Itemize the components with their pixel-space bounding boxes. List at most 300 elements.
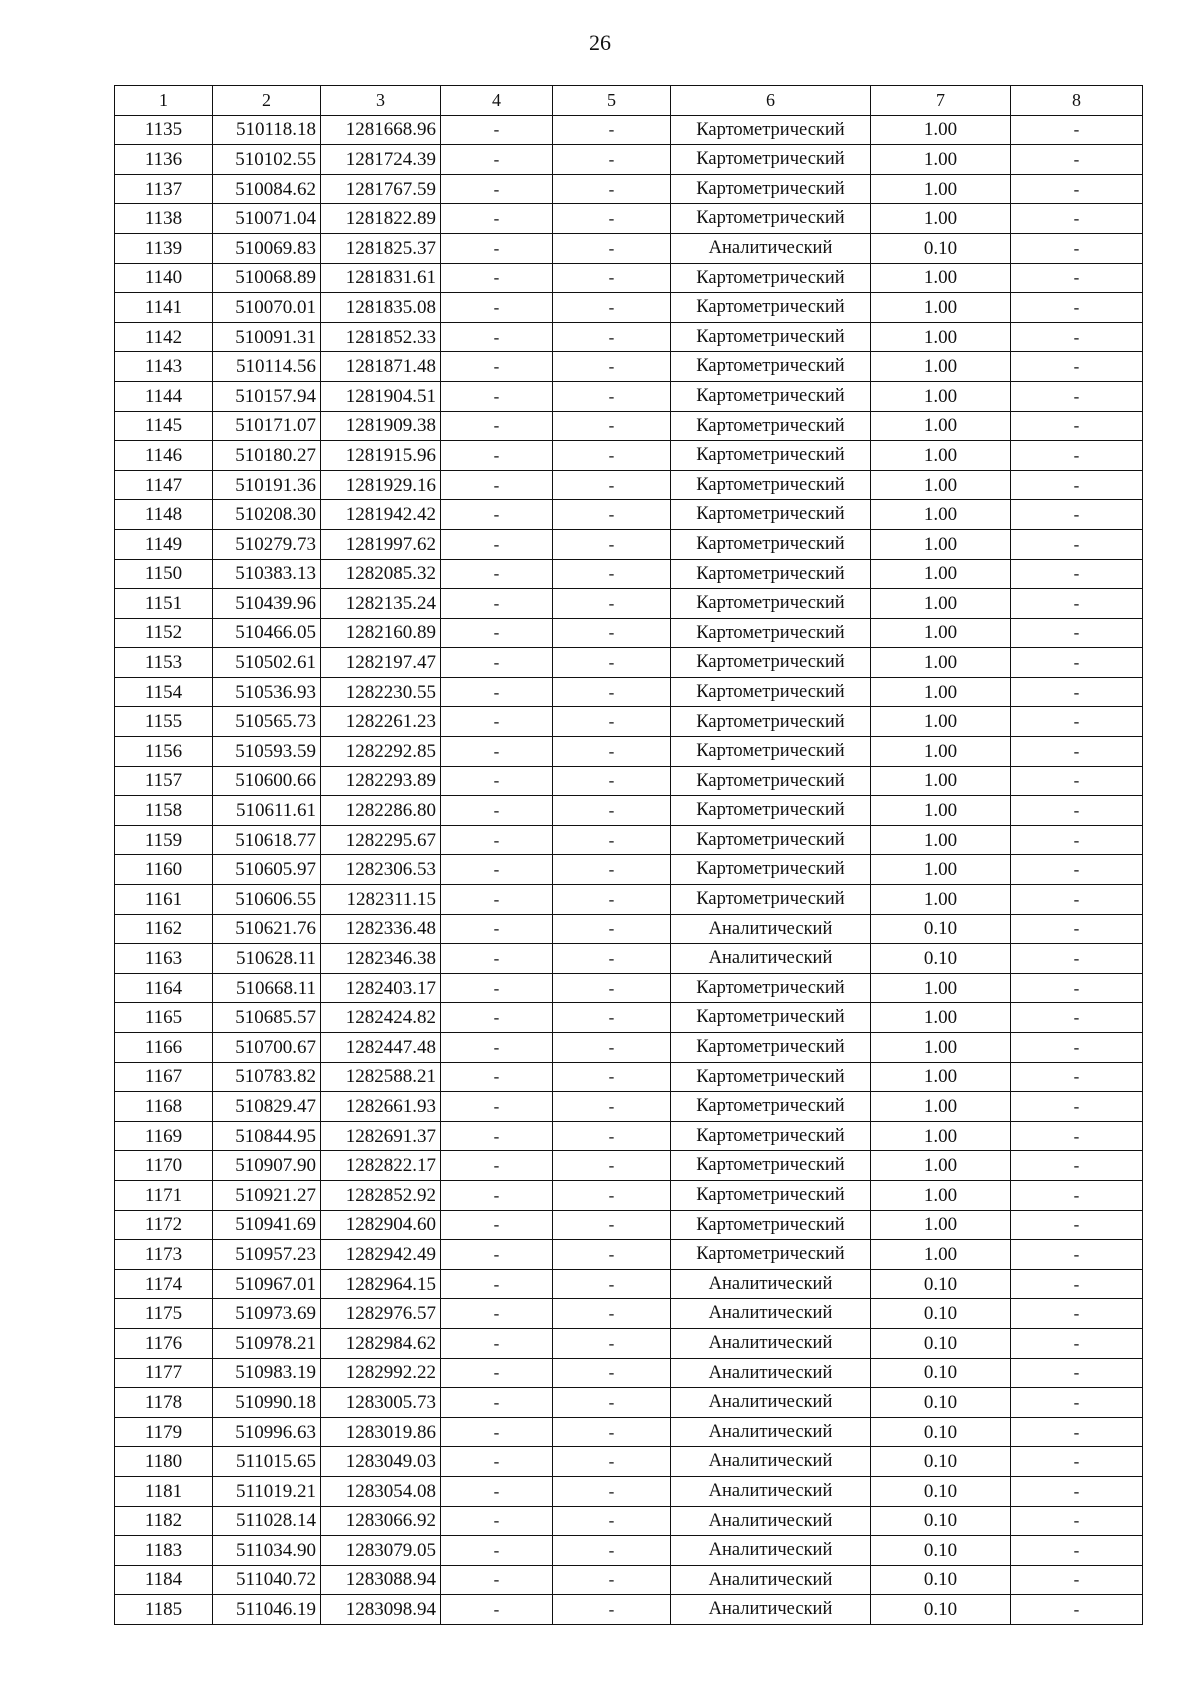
column-8-cell: -: [1011, 1210, 1143, 1240]
point-number-cell: 1157: [115, 766, 213, 796]
accuracy-cell: 0.10: [871, 1565, 1011, 1595]
y-coordinate-cell: 1283054.08: [321, 1476, 441, 1506]
y-coordinate-cell: 1281822.89: [321, 204, 441, 234]
column-8-cell: -: [1011, 174, 1143, 204]
x-coordinate-cell: 510907.90: [213, 1151, 321, 1181]
table-row: [115, 1565, 1143, 1595]
point-number-cell: 1154: [115, 677, 213, 707]
x-coordinate-cell: 510628.11: [213, 944, 321, 974]
column-5-cell: -: [553, 441, 671, 471]
column-8-cell: -: [1011, 737, 1143, 767]
column-4-cell: -: [441, 648, 553, 678]
column-4-cell: -: [441, 559, 553, 589]
point-number-cell: 1139: [115, 233, 213, 263]
y-coordinate-cell: 1282336.48: [321, 914, 441, 944]
table-row: [115, 381, 1143, 411]
y-coordinate-cell: 1281929.16: [321, 470, 441, 500]
accuracy-cell: 1.00: [871, 825, 1011, 855]
column-8-cell: -: [1011, 973, 1143, 1003]
column-8-cell: -: [1011, 1121, 1143, 1151]
column-4-cell: -: [441, 1565, 553, 1595]
table-row: [115, 944, 1143, 974]
point-number-cell: 1185: [115, 1595, 213, 1625]
column-5-cell: -: [553, 204, 671, 234]
column-5-cell: -: [553, 1151, 671, 1181]
y-coordinate-cell: 1282992.22: [321, 1358, 441, 1388]
method-cell: Аналитический: [671, 1565, 871, 1595]
column-5-cell: -: [553, 1003, 671, 1033]
x-coordinate-cell: 510102.55: [213, 145, 321, 175]
accuracy-cell: 0.10: [871, 1417, 1011, 1447]
y-coordinate-cell: 1281852.33: [321, 322, 441, 352]
table-row: [115, 677, 1143, 707]
column-header: 6: [671, 86, 871, 116]
method-cell: Аналитический: [671, 1447, 871, 1477]
x-coordinate-cell: 510844.95: [213, 1121, 321, 1151]
table-row: [115, 855, 1143, 885]
x-coordinate-cell: 510829.47: [213, 1092, 321, 1122]
x-coordinate-cell: 510439.96: [213, 589, 321, 619]
column-5-cell: -: [553, 1033, 671, 1063]
column-8-cell: -: [1011, 707, 1143, 737]
column-8-cell: -: [1011, 855, 1143, 885]
point-number-cell: 1177: [115, 1358, 213, 1388]
column-8-cell: -: [1011, 559, 1143, 589]
accuracy-cell: 1.00: [871, 737, 1011, 767]
x-coordinate-cell: 510114.56: [213, 352, 321, 382]
column-5-cell: -: [553, 707, 671, 737]
point-number-cell: 1151: [115, 589, 213, 619]
point-number-cell: 1135: [115, 115, 213, 145]
x-coordinate-cell: 510118.18: [213, 115, 321, 145]
accuracy-cell: 0.10: [871, 233, 1011, 263]
method-cell: Аналитический: [671, 1536, 871, 1566]
method-cell: Картометрический: [671, 352, 871, 382]
table-row: [115, 648, 1143, 678]
y-coordinate-cell: 1282311.15: [321, 885, 441, 915]
column-4-cell: -: [441, 1180, 553, 1210]
column-8-cell: -: [1011, 1447, 1143, 1477]
method-cell: Картометрический: [671, 174, 871, 204]
column-4-cell: -: [441, 944, 553, 974]
column-8-cell: -: [1011, 1033, 1143, 1063]
column-5-cell: -: [553, 1417, 671, 1447]
y-coordinate-cell: 1282293.89: [321, 766, 441, 796]
column-4-cell: -: [441, 973, 553, 1003]
column-8-cell: -: [1011, 381, 1143, 411]
y-coordinate-cell: 1282984.62: [321, 1328, 441, 1358]
point-number-cell: 1142: [115, 322, 213, 352]
column-8-cell: -: [1011, 914, 1143, 944]
x-coordinate-cell: 511034.90: [213, 1536, 321, 1566]
table-body: [115, 115, 1143, 1624]
method-cell: Картометрический: [671, 470, 871, 500]
table-row: [115, 589, 1143, 619]
point-number-cell: 1160: [115, 855, 213, 885]
column-5-cell: -: [553, 1388, 671, 1418]
y-coordinate-cell: 1281831.61: [321, 263, 441, 293]
column-4-cell: -: [441, 677, 553, 707]
column-4-cell: -: [441, 204, 553, 234]
column-5-cell: -: [553, 1180, 671, 1210]
column-5-cell: -: [553, 1092, 671, 1122]
column-5-cell: -: [553, 559, 671, 589]
accuracy-cell: 1.00: [871, 1210, 1011, 1240]
x-coordinate-cell: 510967.01: [213, 1269, 321, 1299]
column-8-cell: -: [1011, 233, 1143, 263]
table-row: [115, 1240, 1143, 1270]
accuracy-cell: 1.00: [871, 973, 1011, 1003]
method-cell: Картометрический: [671, 677, 871, 707]
column-5-cell: -: [553, 914, 671, 944]
column-5-cell: -: [553, 115, 671, 145]
point-number-cell: 1150: [115, 559, 213, 589]
x-coordinate-cell: 511040.72: [213, 1565, 321, 1595]
method-cell: Картометрический: [671, 737, 871, 767]
column-4-cell: -: [441, 529, 553, 559]
column-8-cell: -: [1011, 145, 1143, 175]
x-coordinate-cell: 510668.11: [213, 973, 321, 1003]
method-cell: Картометрический: [671, 411, 871, 441]
method-cell: Картометрический: [671, 293, 871, 323]
table-row: [115, 529, 1143, 559]
accuracy-cell: 0.10: [871, 1269, 1011, 1299]
point-number-cell: 1182: [115, 1506, 213, 1536]
column-4-cell: -: [441, 1417, 553, 1447]
x-coordinate-cell: 510605.97: [213, 855, 321, 885]
column-8-cell: -: [1011, 1358, 1143, 1388]
accuracy-cell: 0.10: [871, 914, 1011, 944]
x-coordinate-cell: 510685.57: [213, 1003, 321, 1033]
table-row: [115, 796, 1143, 826]
column-5-cell: -: [553, 825, 671, 855]
column-4-cell: -: [441, 796, 553, 826]
point-number-cell: 1178: [115, 1388, 213, 1418]
accuracy-cell: 1.00: [871, 559, 1011, 589]
method-cell: Аналитический: [671, 1269, 871, 1299]
method-cell: Картометрический: [671, 1180, 871, 1210]
point-number-cell: 1161: [115, 885, 213, 915]
x-coordinate-cell: 510600.66: [213, 766, 321, 796]
column-8-cell: -: [1011, 441, 1143, 471]
accuracy-cell: 1.00: [871, 145, 1011, 175]
table-row: [115, 1180, 1143, 1210]
column-4-cell: -: [441, 441, 553, 471]
x-coordinate-cell: 510941.69: [213, 1210, 321, 1240]
column-header: 5: [553, 86, 671, 116]
point-number-cell: 1169: [115, 1121, 213, 1151]
accuracy-cell: 0.10: [871, 1388, 1011, 1418]
y-coordinate-cell: 1282904.60: [321, 1210, 441, 1240]
column-4-cell: -: [441, 1151, 553, 1181]
column-8-cell: -: [1011, 589, 1143, 619]
column-4-cell: -: [441, 1240, 553, 1270]
point-number-cell: 1143: [115, 352, 213, 382]
method-cell: Аналитический: [671, 1595, 871, 1625]
method-cell: Картометрический: [671, 559, 871, 589]
column-4-cell: -: [441, 145, 553, 175]
y-coordinate-cell: 1282292.85: [321, 737, 441, 767]
point-number-cell: 1174: [115, 1269, 213, 1299]
y-coordinate-cell: 1281997.62: [321, 529, 441, 559]
x-coordinate-cell: 510536.93: [213, 677, 321, 707]
x-coordinate-cell: 510783.82: [213, 1062, 321, 1092]
table-row: [115, 263, 1143, 293]
x-coordinate-cell: 510621.76: [213, 914, 321, 944]
column-4-cell: -: [441, 1536, 553, 1566]
y-coordinate-cell: 1281871.48: [321, 352, 441, 382]
accuracy-cell: 1.00: [871, 322, 1011, 352]
table-row: [115, 825, 1143, 855]
x-coordinate-cell: 510983.19: [213, 1358, 321, 1388]
column-4-cell: -: [441, 885, 553, 915]
method-cell: Картометрический: [671, 1240, 871, 1270]
accuracy-cell: 1.00: [871, 411, 1011, 441]
column-5-cell: -: [553, 381, 671, 411]
y-coordinate-cell: 1283049.03: [321, 1447, 441, 1477]
column-5-cell: -: [553, 500, 671, 530]
x-coordinate-cell: 510973.69: [213, 1299, 321, 1329]
accuracy-cell: 1.00: [871, 1151, 1011, 1181]
column-4-cell: -: [441, 1447, 553, 1477]
x-coordinate-cell: 510502.61: [213, 648, 321, 678]
column-4-cell: -: [441, 1388, 553, 1418]
table-row: [115, 1003, 1143, 1033]
column-5-cell: -: [553, 973, 671, 1003]
accuracy-cell: 0.10: [871, 1299, 1011, 1329]
point-number-cell: 1175: [115, 1299, 213, 1329]
x-coordinate-cell: 510279.73: [213, 529, 321, 559]
column-4-cell: -: [441, 825, 553, 855]
table-row: [115, 1033, 1143, 1063]
y-coordinate-cell: 1282346.38: [321, 944, 441, 974]
y-coordinate-cell: 1282976.57: [321, 1299, 441, 1329]
method-cell: Картометрический: [671, 796, 871, 826]
column-5-cell: -: [553, 1536, 671, 1566]
column-5-cell: -: [553, 855, 671, 885]
table-row: [115, 914, 1143, 944]
column-4-cell: -: [441, 1299, 553, 1329]
column-5-cell: -: [553, 1358, 671, 1388]
accuracy-cell: 1.00: [871, 796, 1011, 826]
x-coordinate-cell: 510921.27: [213, 1180, 321, 1210]
table-row: [115, 441, 1143, 471]
y-coordinate-cell: 1283019.86: [321, 1417, 441, 1447]
point-number-cell: 1173: [115, 1240, 213, 1270]
accuracy-cell: 0.10: [871, 1447, 1011, 1477]
column-4-cell: -: [441, 263, 553, 293]
column-4-cell: -: [441, 589, 553, 619]
column-header: 1: [115, 86, 213, 116]
table-row: [115, 1328, 1143, 1358]
table-row: [115, 766, 1143, 796]
column-5-cell: -: [553, 1269, 671, 1299]
accuracy-cell: 1.00: [871, 1003, 1011, 1033]
table-row: [115, 973, 1143, 1003]
point-number-cell: 1159: [115, 825, 213, 855]
coordinates-table: [114, 85, 1143, 1625]
column-4-cell: -: [441, 1328, 553, 1358]
column-4-cell: -: [441, 1210, 553, 1240]
accuracy-cell: 1.00: [871, 381, 1011, 411]
method-cell: Картометрический: [671, 825, 871, 855]
y-coordinate-cell: 1282588.21: [321, 1062, 441, 1092]
point-number-cell: 1145: [115, 411, 213, 441]
method-cell: Картометрический: [671, 322, 871, 352]
column-5-cell: -: [553, 470, 671, 500]
method-cell: Картометрический: [671, 707, 871, 737]
method-cell: Картометрический: [671, 1151, 871, 1181]
column-4-cell: -: [441, 1506, 553, 1536]
column-8-cell: -: [1011, 411, 1143, 441]
method-cell: Картометрический: [671, 145, 871, 175]
table-header: [115, 86, 1143, 116]
accuracy-cell: 1.00: [871, 1180, 1011, 1210]
column-8-cell: -: [1011, 322, 1143, 352]
column-4-cell: -: [441, 1595, 553, 1625]
accuracy-cell: 1.00: [871, 352, 1011, 382]
x-coordinate-cell: 510070.01: [213, 293, 321, 323]
x-coordinate-cell: 510084.62: [213, 174, 321, 204]
x-coordinate-cell: 510157.94: [213, 381, 321, 411]
x-coordinate-cell: 511019.21: [213, 1476, 321, 1506]
point-number-cell: 1152: [115, 618, 213, 648]
y-coordinate-cell: 1282661.93: [321, 1092, 441, 1122]
point-number-cell: 1136: [115, 145, 213, 175]
y-coordinate-cell: 1281825.37: [321, 233, 441, 263]
method-cell: Картометрический: [671, 1003, 871, 1033]
column-8-cell: -: [1011, 1180, 1143, 1210]
column-8-cell: -: [1011, 677, 1143, 707]
column-5-cell: -: [553, 1447, 671, 1477]
point-number-cell: 1181: [115, 1476, 213, 1506]
y-coordinate-cell: 1282135.24: [321, 589, 441, 619]
method-cell: Аналитический: [671, 1506, 871, 1536]
method-cell: Картометрический: [671, 973, 871, 1003]
column-8-cell: -: [1011, 352, 1143, 382]
table-row: [115, 352, 1143, 382]
point-number-cell: 1163: [115, 944, 213, 974]
column-8-cell: -: [1011, 1062, 1143, 1092]
x-coordinate-cell: 510700.67: [213, 1033, 321, 1063]
y-coordinate-cell: 1281904.51: [321, 381, 441, 411]
table-row: [115, 1506, 1143, 1536]
method-cell: Аналитический: [671, 1417, 871, 1447]
point-number-cell: 1144: [115, 381, 213, 411]
y-coordinate-cell: 1281942.42: [321, 500, 441, 530]
point-number-cell: 1166: [115, 1033, 213, 1063]
y-coordinate-cell: 1282447.48: [321, 1033, 441, 1063]
table-row: [115, 293, 1143, 323]
x-coordinate-cell: 510611.61: [213, 796, 321, 826]
table-row: [115, 115, 1143, 145]
method-cell: Картометрический: [671, 263, 871, 293]
y-coordinate-cell: 1282964.15: [321, 1269, 441, 1299]
point-number-cell: 1184: [115, 1565, 213, 1595]
method-cell: Картометрический: [671, 1092, 871, 1122]
method-cell: Картометрический: [671, 766, 871, 796]
method-cell: Картометрический: [671, 204, 871, 234]
column-8-cell: -: [1011, 825, 1143, 855]
column-4-cell: -: [441, 855, 553, 885]
table-row: [115, 1476, 1143, 1506]
column-8-cell: -: [1011, 1328, 1143, 1358]
point-number-cell: 1170: [115, 1151, 213, 1181]
column-4-cell: -: [441, 737, 553, 767]
method-cell: Аналитический: [671, 914, 871, 944]
method-cell: Картометрический: [671, 1033, 871, 1063]
table-row: [115, 470, 1143, 500]
column-4-cell: -: [441, 352, 553, 382]
column-4-cell: -: [441, 1062, 553, 1092]
y-coordinate-cell: 1283066.92: [321, 1506, 441, 1536]
column-header: 7: [871, 86, 1011, 116]
point-number-cell: 1141: [115, 293, 213, 323]
method-cell: Картометрический: [671, 529, 871, 559]
table-row: [115, 233, 1143, 263]
column-8-cell: -: [1011, 1240, 1143, 1270]
method-cell: Аналитический: [671, 1476, 871, 1506]
accuracy-cell: 1.00: [871, 1033, 1011, 1063]
method-cell: Аналитический: [671, 233, 871, 263]
column-5-cell: -: [553, 263, 671, 293]
accuracy-cell: 0.10: [871, 1476, 1011, 1506]
column-4-cell: -: [441, 470, 553, 500]
column-4-cell: -: [441, 411, 553, 441]
column-5-cell: -: [553, 233, 671, 263]
table-row: [115, 559, 1143, 589]
column-5-cell: -: [553, 352, 671, 382]
y-coordinate-cell: 1282691.37: [321, 1121, 441, 1151]
method-cell: Картометрический: [671, 648, 871, 678]
accuracy-cell: 1.00: [871, 855, 1011, 885]
column-8-cell: -: [1011, 796, 1143, 826]
table-row: [115, 322, 1143, 352]
x-coordinate-cell: 510383.13: [213, 559, 321, 589]
table-row: [115, 1358, 1143, 1388]
column-5-cell: -: [553, 589, 671, 619]
accuracy-cell: 1.00: [871, 589, 1011, 619]
column-5-cell: -: [553, 1299, 671, 1329]
column-5-cell: -: [553, 1328, 671, 1358]
table-row: [115, 145, 1143, 175]
method-cell: Аналитический: [671, 1358, 871, 1388]
accuracy-cell: 1.00: [871, 1240, 1011, 1270]
table-row: [115, 500, 1143, 530]
accuracy-cell: 0.10: [871, 1536, 1011, 1566]
accuracy-cell: 1.00: [871, 500, 1011, 530]
column-8-cell: -: [1011, 1476, 1143, 1506]
column-4-cell: -: [441, 707, 553, 737]
y-coordinate-cell: 1281724.39: [321, 145, 441, 175]
column-8-cell: -: [1011, 618, 1143, 648]
point-number-cell: 1158: [115, 796, 213, 826]
column-8-cell: -: [1011, 115, 1143, 145]
table-row: [115, 1388, 1143, 1418]
column-8-cell: -: [1011, 1388, 1143, 1418]
y-coordinate-cell: 1281767.59: [321, 174, 441, 204]
y-coordinate-cell: 1282197.47: [321, 648, 441, 678]
column-4-cell: -: [441, 322, 553, 352]
point-number-cell: 1183: [115, 1536, 213, 1566]
accuracy-cell: 1.00: [871, 115, 1011, 145]
column-4-cell: -: [441, 618, 553, 648]
column-5-cell: -: [553, 737, 671, 767]
x-coordinate-cell: 511046.19: [213, 1595, 321, 1625]
column-5-cell: -: [553, 529, 671, 559]
accuracy-cell: 0.10: [871, 1358, 1011, 1388]
accuracy-cell: 1.00: [871, 618, 1011, 648]
